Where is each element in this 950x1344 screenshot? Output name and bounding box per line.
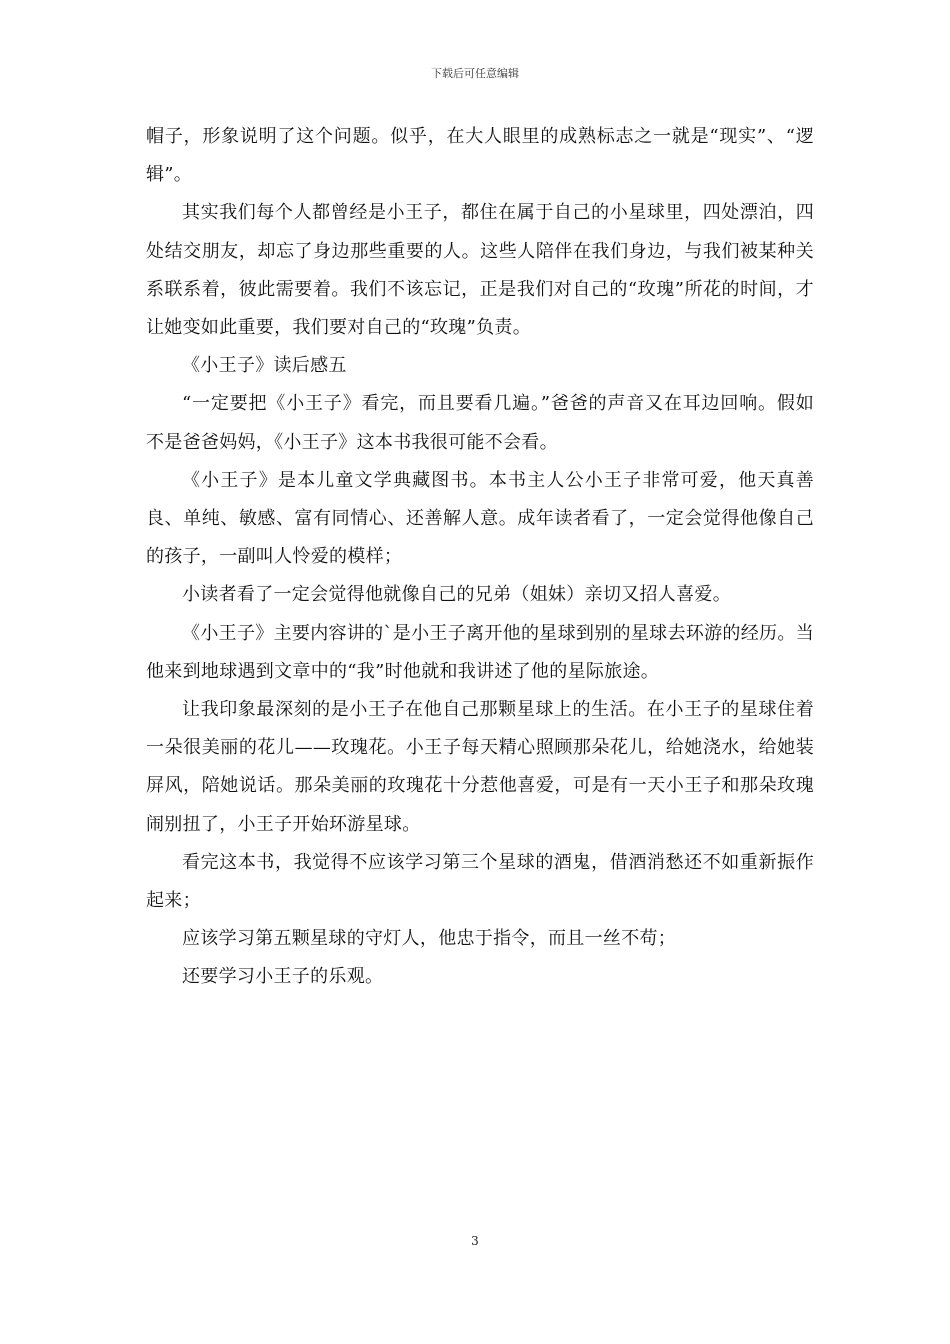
document-body xyxy=(146,118,814,997)
paragraph: 帽子，形象说明了这个问题。似乎，在大人眼里的成熟标志之一就是“现实”、“逻辑”。 xyxy=(146,126,814,186)
paragraph: “一定要把《小王子》看完，而且要看几遍。”爸爸的声音又在耳边回响。假如不是爸爸妈妈，《小王子》这本书我很可能不会看。 xyxy=(146,393,814,453)
paragraph: 《小王子》是本儿童文学典藏图书。本书主人公小王子非常可爱，他天真善良、单纯、敏感、富有同情心、还善解人意。成年读者看了，一定会觉得他像自己的孩子，一副叫人怜爱的模样； xyxy=(146,469,814,568)
paragraph: 应该学习第五颗星球的守灯人，他忠于指令，而且一丝不苟； xyxy=(182,928,677,950)
page-header: 下载后可任意编辑 xyxy=(431,67,519,80)
paragraph: 小读者看了一定会觉得他就像自己的兄弟（姐妹）亲切又招人喜爱。 xyxy=(182,584,731,606)
paragraph: 让我印象最深刻的是小王子在他自己那颗星球上的生活。在小王子的星球住着一朵很美丽的花儿——玫瑰花。小王子每天精心照顾那朵花儿，给她浇水，给她装屏风，陪她说话。那朵美丽的玫瑰花十分惹他喜爱，可是有一天小王子和那朵玫瑰闹别扭了，小王子开始环游星球。 xyxy=(146,699,814,835)
page-number: 3 xyxy=(471,1234,479,1248)
paragraph: 其实我们每个人都曾经是小王子，都住在属于自己的小星球里，四处漂泊，四处结交朋友，却忘了身边那些重要的人。这些人陪伴在我们身边，与我们被某种关系联系着，彼此需要着。我们不该忘记，正是我们对自己的“玫瑰”所花的时间，才让她变如此重要，我们要对自己的“玫瑰”负责。 xyxy=(146,202,814,339)
paragraph: 还要学习小王子的乐观。 xyxy=(182,966,384,988)
paragraph: 《小王子》主要内容讲的`是小王子离开他的星球到别的星球去环游的经历。当他来到地球遇到文章中的“我”时他就和我讲述了他的星际旅途。 xyxy=(146,622,814,682)
section-heading: 《小王子》读后感五 xyxy=(182,355,347,377)
paragraph: 看完这本书，我觉得不应该学习第三个星球的酒鬼，借酒消愁还不如重新振作起来； xyxy=(146,851,814,912)
